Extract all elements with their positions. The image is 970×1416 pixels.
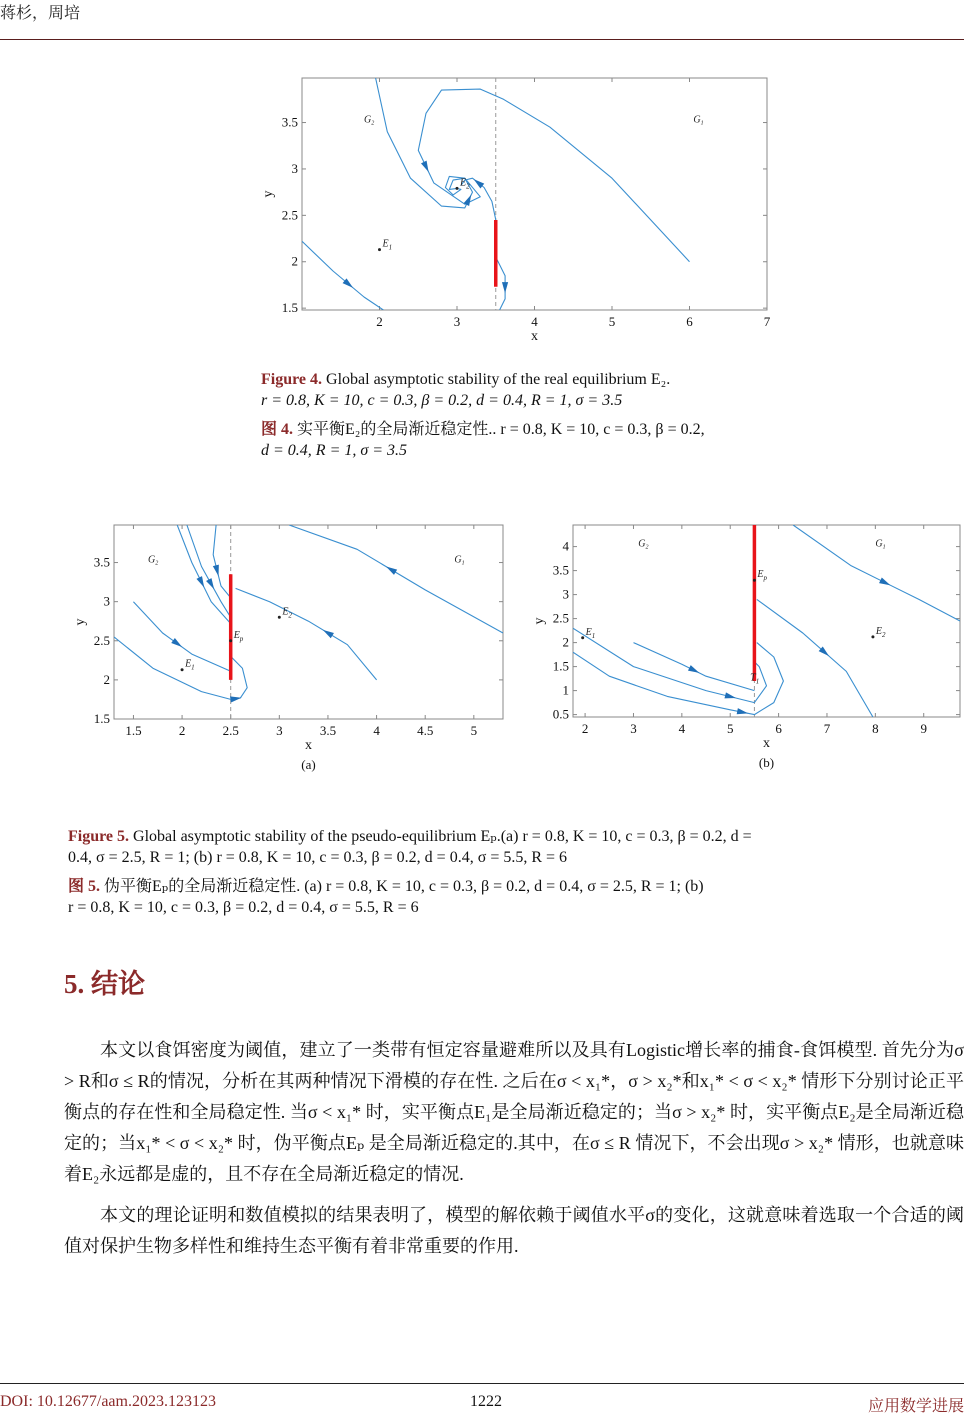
x-tick-label: 2.5 (222, 723, 239, 738)
region-label-g2: $G_2$ (364, 114, 375, 127)
y-tick-label: 2.5 (281, 207, 298, 223)
x-tick-label: 1.5 (125, 723, 142, 738)
region-label-subscript: 1 (882, 544, 886, 551)
point-label-ep: $E_p$ (233, 629, 244, 643)
point-label-subscript: 1 (755, 677, 760, 686)
region-label-g2: $G_2$ (638, 538, 649, 551)
point-label-subscript: p (239, 634, 244, 643)
figure-4-chart (260, 70, 780, 350)
x-tick-label: 3 (453, 314, 461, 329)
point-label-e2: $E_2$ (875, 625, 886, 639)
equilibrium-point-ep (753, 579, 756, 582)
point-label-subscript: p (763, 574, 768, 583)
point-label-subscript: 2 (882, 630, 886, 639)
x-tick-label: 3.5 (319, 723, 337, 738)
figure-5-label-cn: 图 5. (68, 878, 101, 895)
point-label-e2: $E_2$ (460, 177, 470, 191)
figure-4-label-cn: 图 4. (261, 421, 294, 438)
section-title: 5. 结论 (64, 969, 145, 999)
figure-5-caption-en-2: 0.4, σ = 2.5, R = 1; (b) r = 0.8, K = 10, c = 0.3, β = 0.2, d = 0.4, σ = 5.5, R = 6 (68, 849, 568, 866)
x-tick-label: 9 (920, 721, 927, 736)
region-label-subscript: 2 (155, 560, 159, 567)
figure-5-caption (68, 826, 968, 926)
x-tick-label: 5 (726, 721, 734, 736)
x-tick-label: 5 (470, 723, 478, 738)
y-tick-label: 3 (291, 160, 298, 176)
y-tick-label: 3.5 (552, 562, 569, 578)
subfigure-label: (b) (758, 755, 775, 770)
figure-5-caption-cn-2: r = 0.8, K = 10, c = 0.3, β = 0.2, d = 0.4, σ = 5.5, R = 6 (68, 899, 419, 916)
y-tick-label: 1.5 (93, 711, 110, 726)
region-label-g1: $G_1$ (454, 554, 465, 567)
point-label-e1: $E_1$ (585, 626, 596, 640)
region-label-g1: $G_1$ (875, 538, 886, 551)
y-tick-label: 2.5 (552, 610, 569, 626)
x-tick-label: 7 (763, 314, 771, 329)
point-label-t1: $T_1$ (750, 672, 760, 686)
x-tick-label: 4.5 (417, 723, 434, 738)
y-tick-label: 1.5 (281, 300, 298, 316)
x-axis-label: x (305, 738, 312, 753)
y-tick-label: 2 (291, 253, 298, 269)
figure-4-params-cn: d = 0.4, R = 1, σ = 3.5 (261, 442, 408, 459)
y-tick-label: 1.5 (552, 658, 569, 674)
region-label-subscript: 2 (645, 544, 649, 551)
x-tick-label: 7 (823, 721, 831, 736)
y-tick-label: 0.5 (552, 706, 569, 722)
y-tick-label: 3 (562, 586, 569, 602)
equilibrium-point-e2 (871, 635, 874, 638)
footer-rule (0, 1383, 964, 1384)
region-label-g2: $G_2$ (148, 554, 159, 567)
region-label-subscript: 1 (700, 120, 704, 127)
subfigure-label: (a) (301, 757, 316, 772)
point-label-subscript: 2 (288, 611, 292, 620)
x-tick-label: 3 (630, 721, 637, 736)
x-axis-label: x (531, 329, 538, 344)
figure-4-caption-cn: 实平衡E₂的全局渐近稳定性.. r = 0.8, K = 10, c = 0.3, β = 0.2, (297, 421, 705, 438)
x-tick-label: 2 (178, 723, 186, 738)
plot-frame (573, 525, 960, 717)
running-head-authors: 蒋杉，周培 (0, 5, 81, 22)
y-tick-label: 3.5 (281, 114, 298, 130)
footer-journal-name: 应用数学进展 (867, 1398, 964, 1415)
y-axis-label: y (532, 617, 547, 625)
point-label-e1: $E_1$ (185, 658, 195, 672)
point-label-subscript: 1 (388, 243, 393, 252)
paragraph-1: 本文以食饵密度为阈值，建立了一类带有恒定容量避难所以及具有Logistic增长率的捕食-食饵模型. 首先分为σ > R和σ ≤ R的情况，分析在其两种情况下滑模的存在性. 之后在σ < x₁*，σ > x₂*和x₁* < σ < x₂* 情形下分别讨论正平衡点的存在性和全局稳定性. 当σ < x₁* 时，实平衡点E₁是全局渐近稳定的；当σ > x₂* 时，实平衡点E₂是全局渐近稳定的；当x₁* < σ < x₂* 时，伪平衡点Eₚ 是全局渐近稳定的.其中，在σ ≤ R 情况下，不会出现σ > x₂* 情形，也就意味着E₂永远都是虚的，且不存在全局渐近稳定的情况. (64, 1040, 964, 1184)
x-tick-label: 5 (608, 314, 616, 329)
x-axis-label: x (763, 736, 770, 751)
paragraph-2: 本文的理论证明和数值模拟的结果表明了，模型的解依赖于阈值水平σ的变化，这就意味着选取一个合适的阈值对保护生物多样性和维持生态平衡有着非常重要的作用. (64, 1205, 964, 1256)
x-tick-label: 4 (678, 721, 686, 736)
point-label-subscript: 1 (191, 663, 195, 672)
equilibrium-point-e1 (181, 668, 184, 671)
y-tick-label: 2 (562, 634, 569, 650)
y-tick-label: 3 (103, 593, 110, 609)
plot-frame (302, 78, 767, 310)
figure-4-params-en: r = 0.8, K = 10, c = 0.3, β = 0.2, d = 0.4, R = 1, σ = 3.5 (261, 392, 623, 409)
point-label-e2: $E_2$ (282, 606, 292, 620)
point-label-ep: $E_p$ (757, 569, 768, 583)
equilibrium-point-e2 (456, 187, 459, 190)
region-label-g1: $G_1$ (693, 114, 704, 127)
x-tick-label: 8 (872, 721, 879, 736)
footer-page-number: 1222 (470, 1393, 502, 1410)
y-tick-label: 1 (562, 682, 569, 698)
figure-4-caption-en: Global asymptotic stability of the real equilibrium E₂. (326, 371, 671, 388)
y-axis-label: y (261, 190, 276, 198)
x-tick-label: 2 (581, 721, 589, 736)
figure-4-label: Figure 4. (261, 371, 323, 388)
y-tick-label: 2 (103, 671, 110, 687)
region-label-subscript: 1 (461, 560, 465, 567)
point-label-e1: $E_1$ (382, 238, 393, 252)
y-tick-label: 3.5 (93, 554, 110, 570)
figure-5-caption-en-1: Global asymptotic stability of the pseudo-equilibrium Eₚ.(a) r = 0.8, K = 10, c = 0.3, β = 0.2, d = (133, 828, 752, 845)
equilibrium-point-ep (229, 639, 232, 642)
footer-doi-link[interactable]: DOI: 10.12677/aam.2023.123123 (0, 1393, 216, 1410)
region-label-subscript: 2 (371, 120, 375, 127)
plot-frame (114, 525, 503, 719)
x-tick-label: 3 (276, 723, 283, 738)
x-tick-label: 6 (686, 314, 693, 329)
figure-4-caption (261, 369, 821, 469)
figure-5-label: Figure 5. (68, 828, 130, 845)
equilibrium-point-e1 (581, 636, 584, 639)
section-body (64, 1035, 964, 1272)
point-label-subscript: 2 (466, 182, 470, 191)
x-tick-label: 4 (531, 314, 538, 329)
equilibrium-point-e1 (378, 248, 381, 251)
x-tick-label: 2 (376, 314, 383, 329)
x-tick-label: 6 (775, 721, 782, 736)
equilibrium-point-e2 (278, 616, 281, 619)
y-axis-label: y (73, 618, 88, 626)
y-tick-label: 2.5 (93, 632, 110, 648)
figure-5b-chart (525, 515, 970, 785)
header-rule (0, 39, 964, 40)
x-tick-label: 4 (373, 723, 380, 738)
figure-5-caption-cn-1: 伪平衡Eₚ的全局渐近稳定性. (a) r = 0.8, K = 10, c = 0.3, β = 0.2, d = 0.4, σ = 2.5, R = 1; (b) (104, 878, 704, 895)
figure-5a-chart (70, 515, 520, 785)
y-tick-label: 4 (562, 538, 569, 554)
point-label-subscript: 1 (591, 631, 596, 640)
